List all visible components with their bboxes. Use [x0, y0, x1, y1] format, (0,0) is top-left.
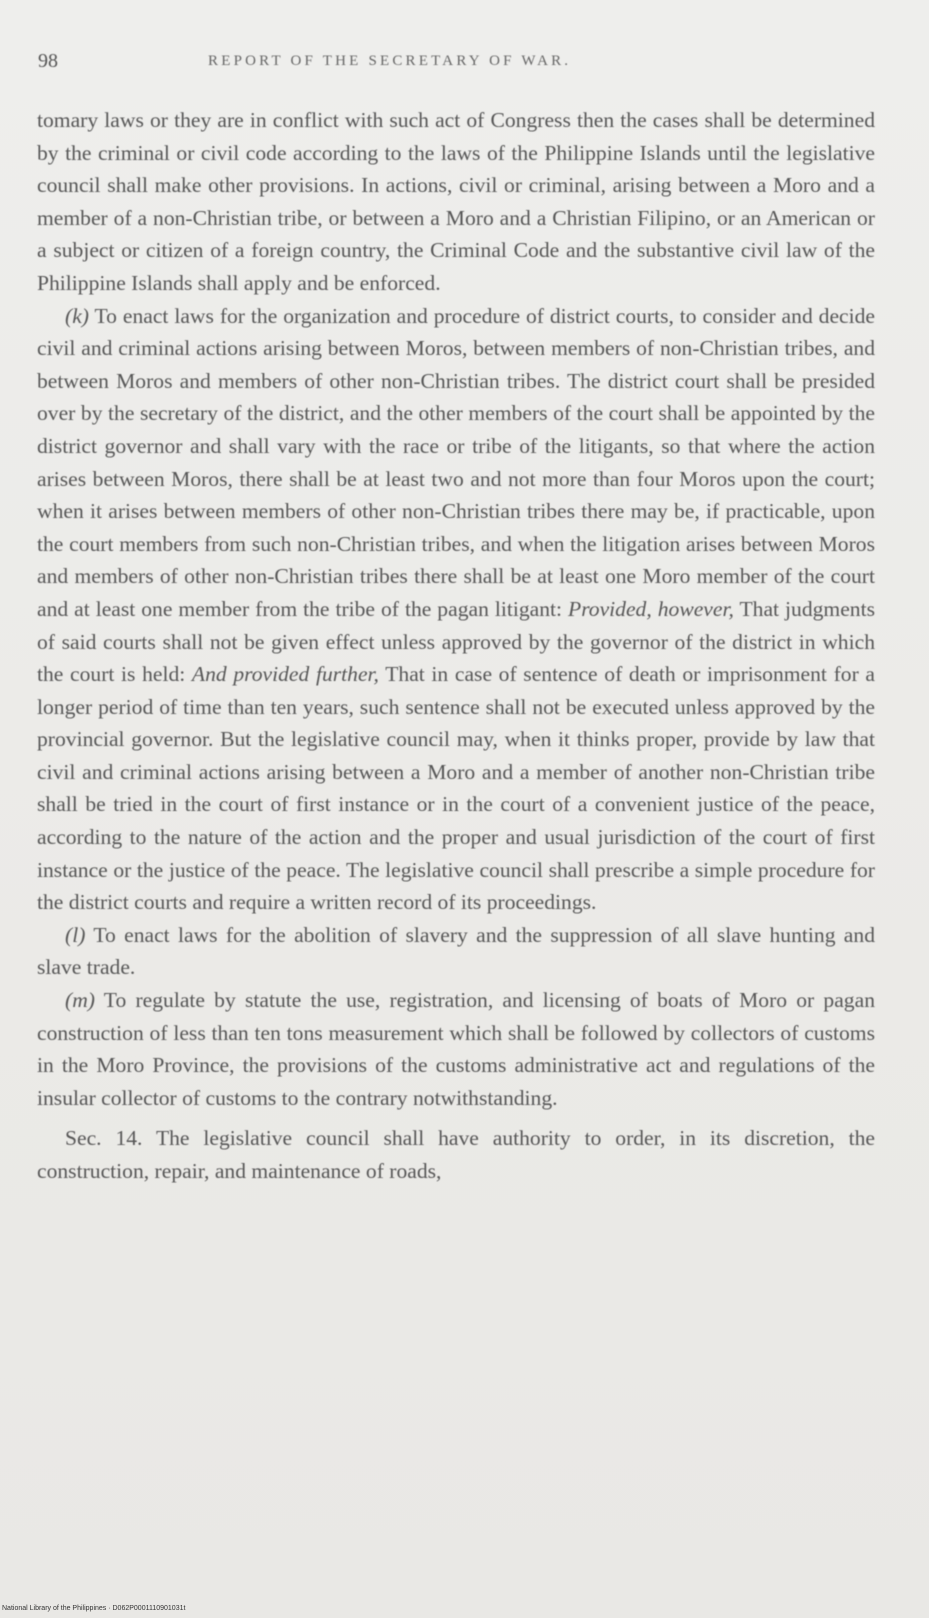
- paragraph-continuation: tomary laws or they are in conflict with such act of Congress then the cases shall be determined by the criminal or civil code according to the laws of the Philippine Islands until the legislative council shall make other provisions. In actions, civil or criminal, arising between a Moro and a member of a non-Christian tribe, or between a Moro and a Christian Filipino, or an American or a subject or citizen of a foreign country, the Criminal Code and the substantive civil law of the Philippine Islands shall apply and be enforced.: [37, 108, 875, 295]
- paragraph-m: [37, 984, 875, 1114]
- scan-credit: National Library of the Philippines · D062P0001110901031t: [2, 1605, 186, 1612]
- clause-marker-k: (k): [65, 303, 89, 328]
- proviso-further: And provided further,: [191, 662, 379, 687]
- page-header: [38, 50, 873, 80]
- section-14: [37, 1122, 875, 1187]
- paragraph-k-text-b: That judgments of said courts shall not be given effect unless approved by the governor of the district in which the court is held:: [37, 596, 875, 687]
- paragraph-k-text-a: To enact laws for the organization and procedure of district courts, to consider and decide civil and criminal actions arising between Moros, between members of non-Christian tribes, and between Moros and members of other non-Christian tribes. The district court shall be presided over by the secretary of the district, and the other members of the court shall be appointed by the district governor and shall vary with the race or tribe of the litigants, so that where the action arises between Moros, there shall be at least two and not more than four Moros upon the court; when it arises between members of other non-Christian tribes there may be, if practicable, upon the court members from such non-Christian tribes, and when the litigation arises between Moros and members of other non-Christian tribes there shall be at least one Moro member of the court and at least one member from the tribe of the pagan litigant:: [37, 303, 875, 621]
- clause-marker-m: (m): [65, 988, 95, 1013]
- clause-marker-l: (l): [65, 922, 86, 947]
- running-title: REPORT OF THE SECRETARY OF WAR.: [208, 53, 572, 69]
- paragraph-k: [37, 300, 875, 919]
- page-number: 98: [38, 50, 58, 72]
- proviso-however: Provided, however,: [568, 596, 734, 621]
- paragraph-l-text: To enact laws for the abolition of slavery and the suppression of all slave hunting and slave trade.: [37, 922, 875, 980]
- paragraph-l: [37, 919, 875, 984]
- paragraph-m-text: To regulate by statute the use, registration, and licensing of boats of Moro or pagan construction of less than ten tons measurement which shall be followed by collectors of customs in the Moro Province, the provisions of the customs administrative act and regulations of the insular collector of customs to the contrary notwithstanding.: [37, 988, 875, 1110]
- section-14-text: The legislative council shall have authority to order, in its discretion, the construction, repair, and maintenance of roads,: [37, 1126, 876, 1183]
- body-text: [37, 104, 875, 1188]
- section-label: Sec. 14.: [65, 1126, 143, 1151]
- paragraph-k-text-c: That in case of sentence of death or imprisonment for a longer period of time than ten years, such sentence shall not be executed unless approved by the provincial governor. But the legislative council may, when it thinks proper, provide by law that civil and criminal actions arising between a Moro and a member of another non-Christian tribe shall be tried in the court of first instance or in the court of a convenient justice of the peace, according to the nature of the action and the proper and usual jurisdiction of the court of first instance or the justice of the peace. The legislative council shall prescribe a simple procedure for the district courts and require a written record of its proceedings.: [37, 662, 875, 915]
